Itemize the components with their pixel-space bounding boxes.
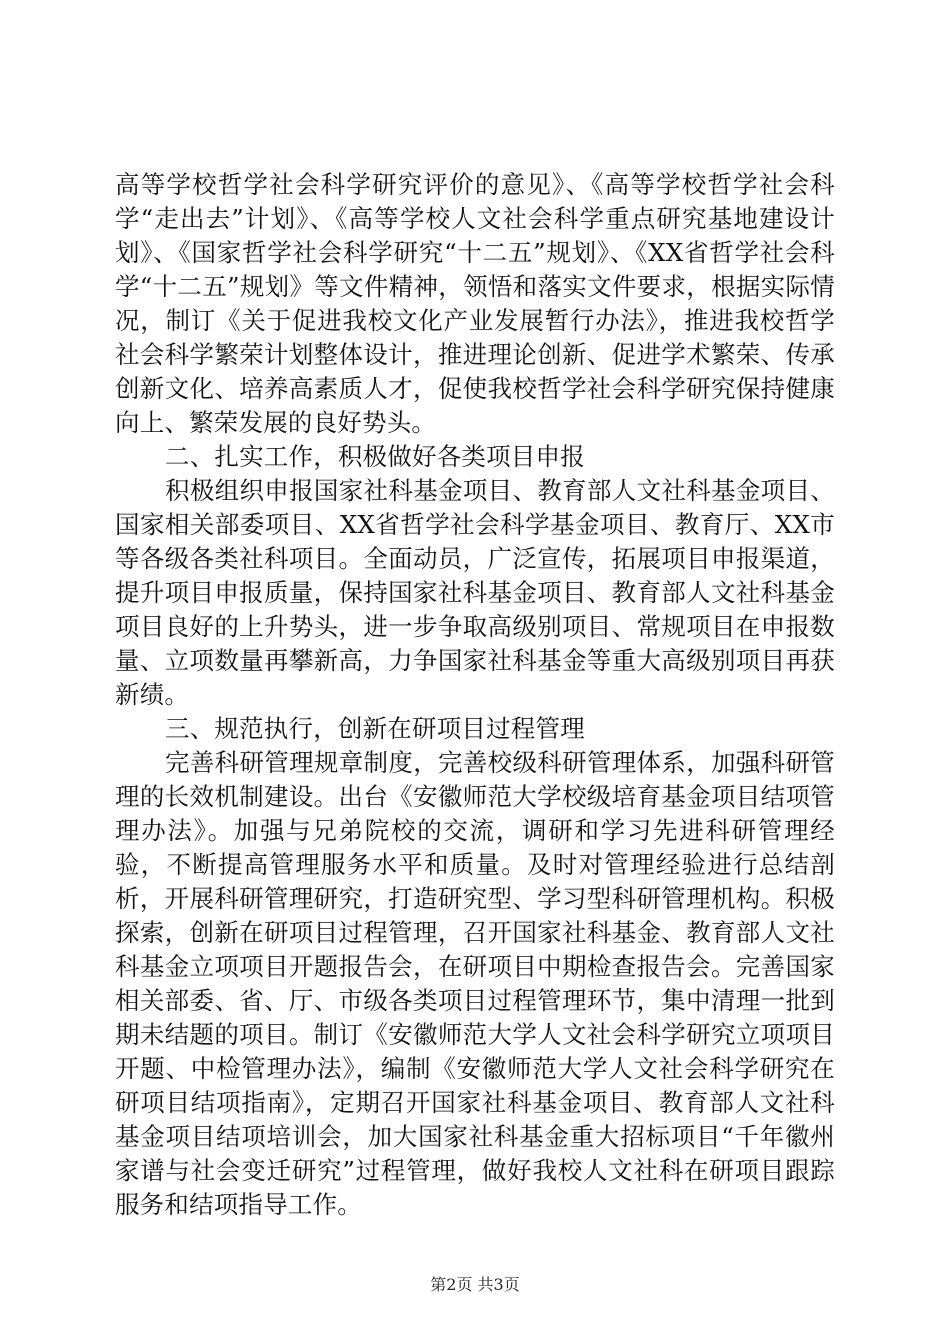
section-heading-3: 三、规范执行，创新在研项目过程管理 [165,714,585,743]
section-heading-2: 二、扎实工作，积极做好各类项目申报 [165,442,585,471]
paragraph-project-application: 积极组织申报国家社科基金项目、教育部人文社科基金项目、国家相关部委项目、XX省哲学社会科学基金项目、教育厅、XX市等各级各类社科项目。全面动员，广泛宣传，拓展项目申报渠道，提升项目申报质量，保持国家社科基金项目、教育部人文社科基金项目良好的上升势头，进一步争取高级别项目、常规项目在申报数量、立项数量再攀新高，力争国家社科基金等重大高级别项目再获新绩。 [115,476,835,709]
document-body [115,168,835,1222]
paragraph-process-management: 完善科研管理规章制度，完善校级科研管理体系，加强科研管理的长效机制建设。出台《安徽师范大学校级培育基金项目结项管理办法》。加强与兄弟院校的交流，调研和学习先进科研管理经验，不断提高管理服务水平和质量。及时对管理经验进行总结剖析，开展科研管理研究，打造研究型、学习型科研管理机构。积极探索，创新在研项目过程管理，召开国家社科基金、教育部人文社科基金立项项目开题报告会，在研项目中期检查报告会。完善国家相关部委、省、厅、市级各类项目过程管理环节，集中清理一批到期未结题的项目。制订《安徽师范大学人文社会科学研究立项项目开题、中检管理办法》，编制《安徽师范大学人文社会科学研究在研项目结项指南》，定期召开国家社科基金项目、教育部人文社科基金项目结项培训会，加大国家社科基金重大招标项目“千年徽州家谱与社会变迁研究”过程管理，做好我校人文社科在研项目跟踪服务和结项指导工作。 [115,748,835,1219]
page-number-footer: 第2页 共3页 [430,1275,520,1294]
paragraph-continuation: 高等学校哲学社会科学研究评价的意见》、《高等学校哲学社会科学“走出去”计划》、《高等学校人文社会科学重点研究基地建设计划》、《国家哲学社会科学研究“十二五”规划》、《XX省哲学社会科学“十二五”规划》等文件精神，领悟和落实文件要求，根据实际情况，制订《关于促进我校文化产业发展暂行办法》，推进我校哲学社会科学繁荣计划整体设计，推进理论创新、促进学术繁荣、传承创新文化、培养高素质人才，促使我校哲学社会科学研究保持健康向上、繁荣发展的良好势头。 [115,170,835,437]
